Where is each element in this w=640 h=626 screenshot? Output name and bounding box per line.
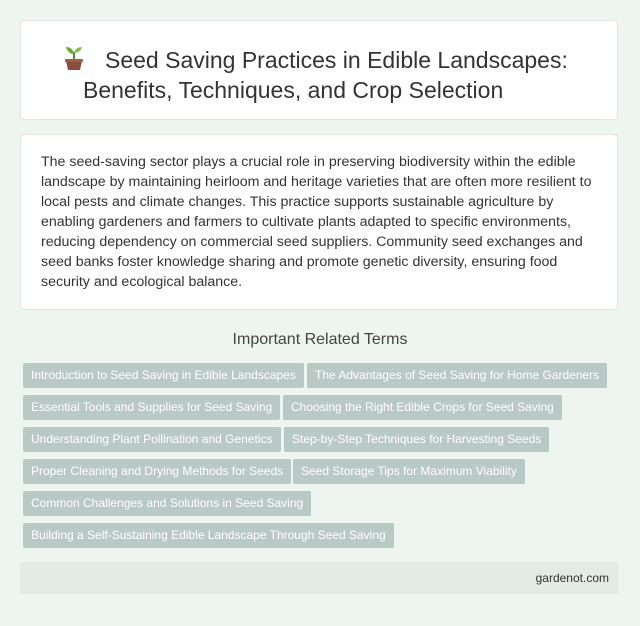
related-terms-heading: Important Related Terms [232,331,408,348]
related-term-tag[interactable]: Essential Tools and Supplies for Seed Saving [23,395,280,420]
related-term-tag[interactable]: The Advantages of Seed Saving for Home Gardeners [307,363,607,388]
related-term-tag[interactable]: Choosing the Right Edible Crops for Seed Saving [283,395,562,420]
seedling-icon [63,45,85,71]
footer [20,562,618,594]
title-line-1: Seed Saving Practices in Edible Landscapes: [105,47,568,73]
page-title [83,45,603,105]
related-term-tag[interactable]: Step-by-Step Techniques for Harvesting Seeds [284,427,549,452]
related-term-tag[interactable]: Seed Storage Tips for Maximum Viability [293,459,525,484]
related-term-tag[interactable]: Introduction to Seed Saving in Edible Landscapes [23,363,304,388]
related-term-tag[interactable]: Common Challenges and Solutions in Seed Saving [23,491,311,516]
title-card [20,20,618,120]
related-term-tag[interactable]: Understanding Plant Pollination and Genetics [23,427,281,452]
related-term-tag[interactable]: Building a Self-Sustaining Edible Landscape Through Seed Saving [23,523,394,548]
footer-site-link[interactable]: gardenot.com [535,571,609,585]
description-text: The seed-saving sector plays a crucial role in preserving biodiversity within the edible landscape by maintaining heirloom and heritage varieties that are often more resilient to local pests and climate changes. This practice supports sustainable agriculture by enabling gardeners and farmers to cultivate plants adapted to specific environments, reducing dependency on commercial seed suppliers. Community seed exchanges and seed banks foster knowledge sharing and promote genetic diversity, ensuring food security and ecological balance. [41,154,592,290]
title-line-2: Benefits, Techniques, and Crop Selection [83,77,504,103]
related-term-tag[interactable]: Proper Cleaning and Drying Methods for Seeds [23,459,291,484]
description-card [20,134,618,310]
title-block [83,45,603,105]
